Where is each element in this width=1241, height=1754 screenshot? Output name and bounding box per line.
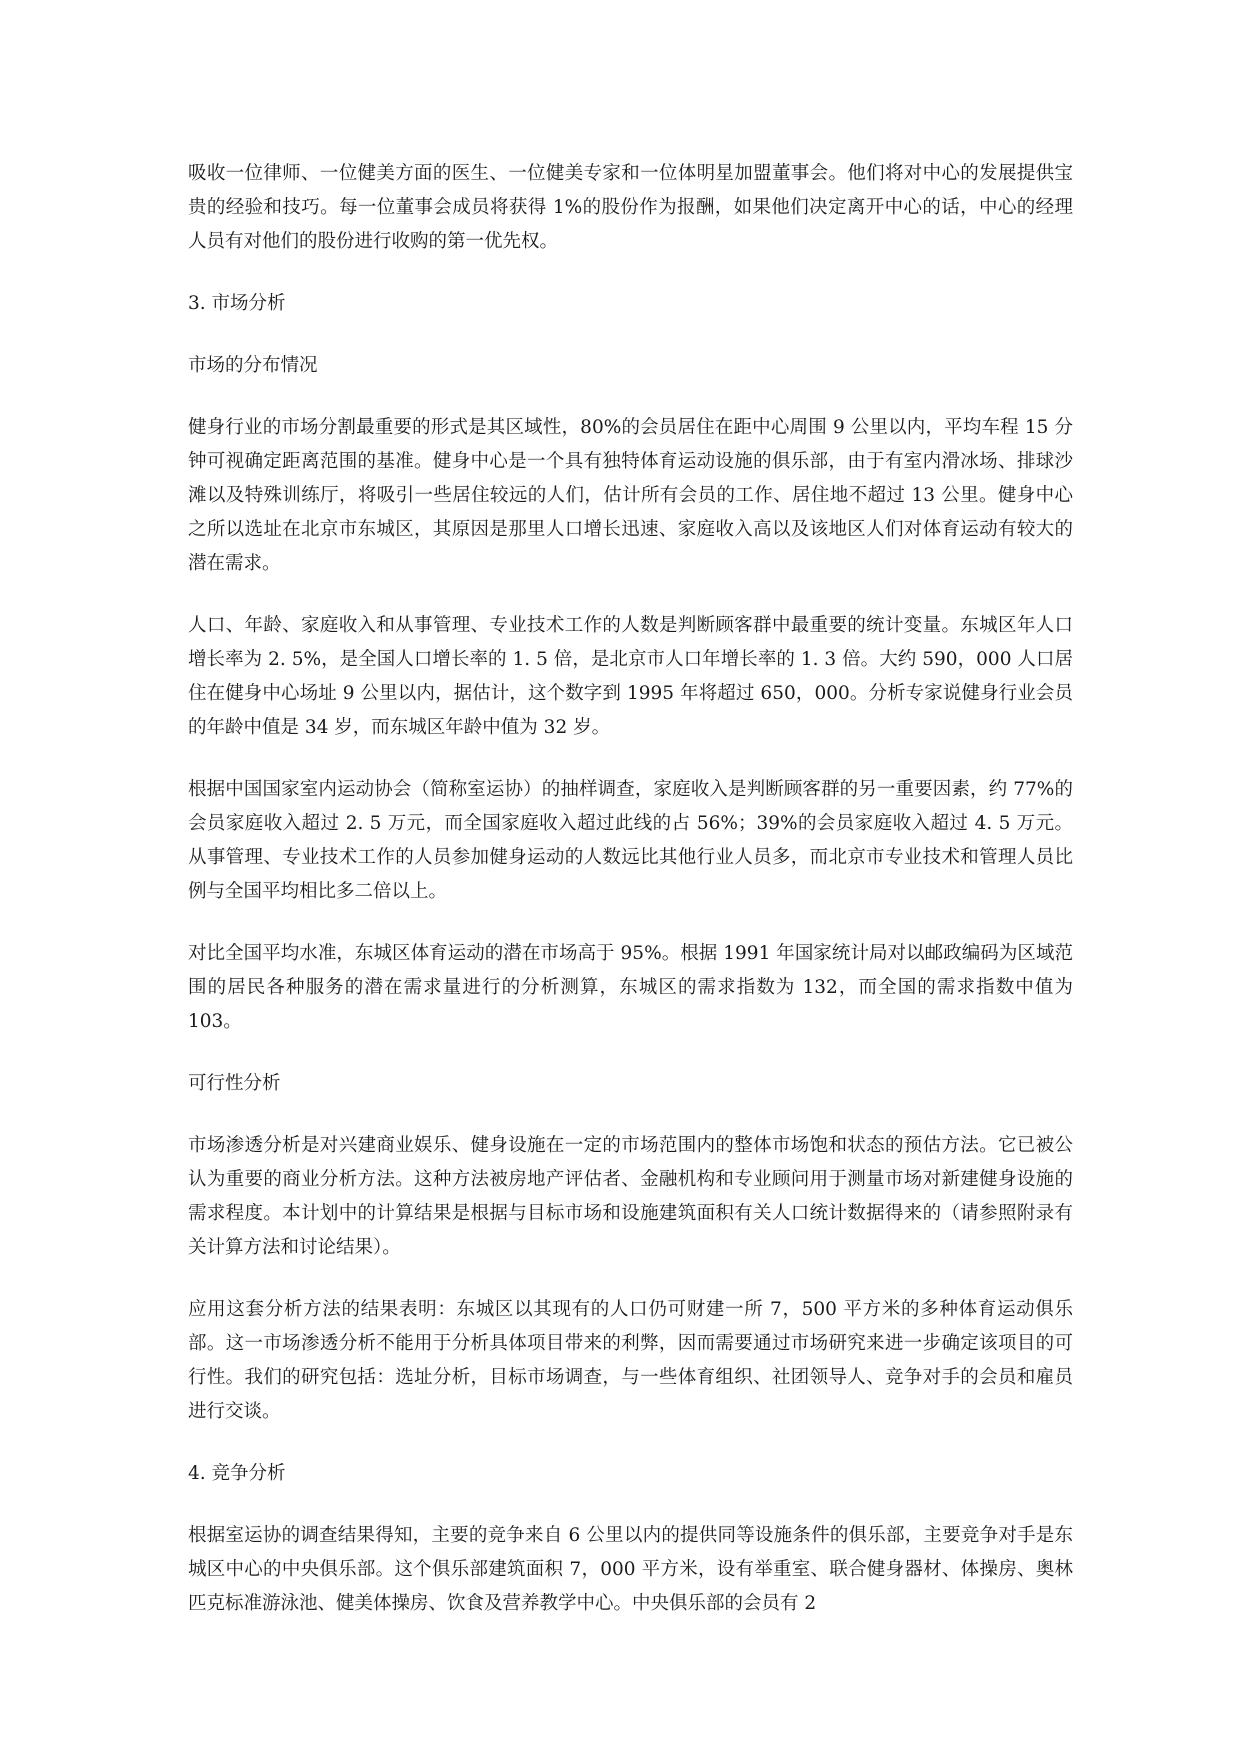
- section-heading-market-analysis: 3. 市场分析: [188, 293, 286, 314]
- paragraph-market-penetration: 市场渗透分析是对兴建商业娱乐、健身设施在一定的市场范围内的整体市场饱和状态的预估方法。它已被公认为重要的商业分析方法。这种方法被房地产评估者、金融机构和专业顾问用于测量市场对新建健身设施的需求程度。本计划中的计算结果是根据与目标市场和设施建筑面积有关人口统计数据得来的（请参照附录有关计算方法和讨论结果）。: [188, 1135, 1073, 1258]
- paragraph-board-members: 吸收一位律师、一位健美方面的医生、一位健美专家和一位体明星加盟董事会。他们将对中心的发展提供宝贵的经验和技巧。每一位董事会成员将获得 1%的股份作为报酬，如果他们决定离开中心的话，中心的经理人员有对他们的股份进行收购的第一优先权。: [188, 163, 1073, 252]
- paragraph-analysis-results: 应用这套分析方法的结果表明：东城区以其现有的人口仍可财建一所 7，500 平方米的多种体育运动俱乐部。这一市场渗透分析不能用于分析具体项目带来的利弊，因而需要通过市场研究来进一步确定该项目的可行性。我们的研究包括：选址分析，目标市场调查，与一些体育组织、社团领导人、竞争对手的会员和雇员进行交谈。: [188, 1299, 1073, 1422]
- subheading-feasibility-analysis: 可行性分析: [188, 1073, 281, 1094]
- document-body: [188, 157, 1073, 1649]
- section-heading-competition-analysis: 4. 竞争分析: [188, 1463, 286, 1484]
- paragraph-potential-market: 对比全国平均水准，东城区体育运动的潜在市场高于 95%。根据 1991 年国家统计局对以邮政编码为区域范围的居民各种服务的潜在需求量进行的分析测算，东城区的需求指数为 132，而全国的需求指数中值为 103。: [188, 943, 1073, 1032]
- paragraph-regional-market: 健身行业的市场分割最重要的形式是其区域性，80%的会员居住在距中心周围 9 公里以内，平均车程 15 分钟可视确定距离范围的基准。健身中心是一个具有独特体育运动设施的俱乐部，由于有室内滑冰场、排球沙滩以及特殊训练厅，将吸引一些居住较远的人们，估计所有会员的工作、居住地不超过 13 公里。健身中心之所以选址在北京市东城区，其原因是那里人口增长迅速、家庭收入高以及该地区人们对体育运动有较大的潜在需求。: [188, 417, 1073, 574]
- subheading-market-distribution: 市场的分布情况: [188, 355, 318, 376]
- paragraph-population-statistics: 人口、年龄、家庭收入和从事管理、专业技术工作的人数是判断顾客群中最重要的统计变量。东城区年人口增长率为 2. 5%，是全国人口增长率的 1. 5 倍，是北京市人口年增长率的 1. 3 倍。大约 590，000 人口居住在健身中心场址 9 公里以内，据估计，这个数字到 1995 年将超过 650，000。分析专家说健身行业会员的年龄中值是 34 岁，而东城区年龄中值为 32 岁。: [188, 615, 1073, 738]
- paragraph-competition: 根据室运协的调查结果得知，主要的竞争来自 6 公里以内的提供同等设施条件的俱乐部，主要竞争对手是东城区中心的中央俱乐部。这个俱乐部建筑面积 7，000 平方米，设有举重室、联合健身器材、体操房、奥林匹克标准游泳池、健美体操房、饮食及营养教学中心。中央俱乐部的会员有 2: [188, 1525, 1073, 1614]
- paragraph-household-income: 根据中国国家室内运动协会（简称室运协）的抽样调查，家庭收入是判断顾客群的另一重要因素，约 77%的会员家庭收入超过 2. 5 万元，而全国家庭收入超过此线的占 56%；39%的会员家庭收入超过 4. 5 万元。从事管理、专业技术工作的人员参加健身运动的人数远比其他行业人员多，而北京市专业技术和管理人员比例与全国平均相比多二倍以上。: [188, 779, 1073, 902]
